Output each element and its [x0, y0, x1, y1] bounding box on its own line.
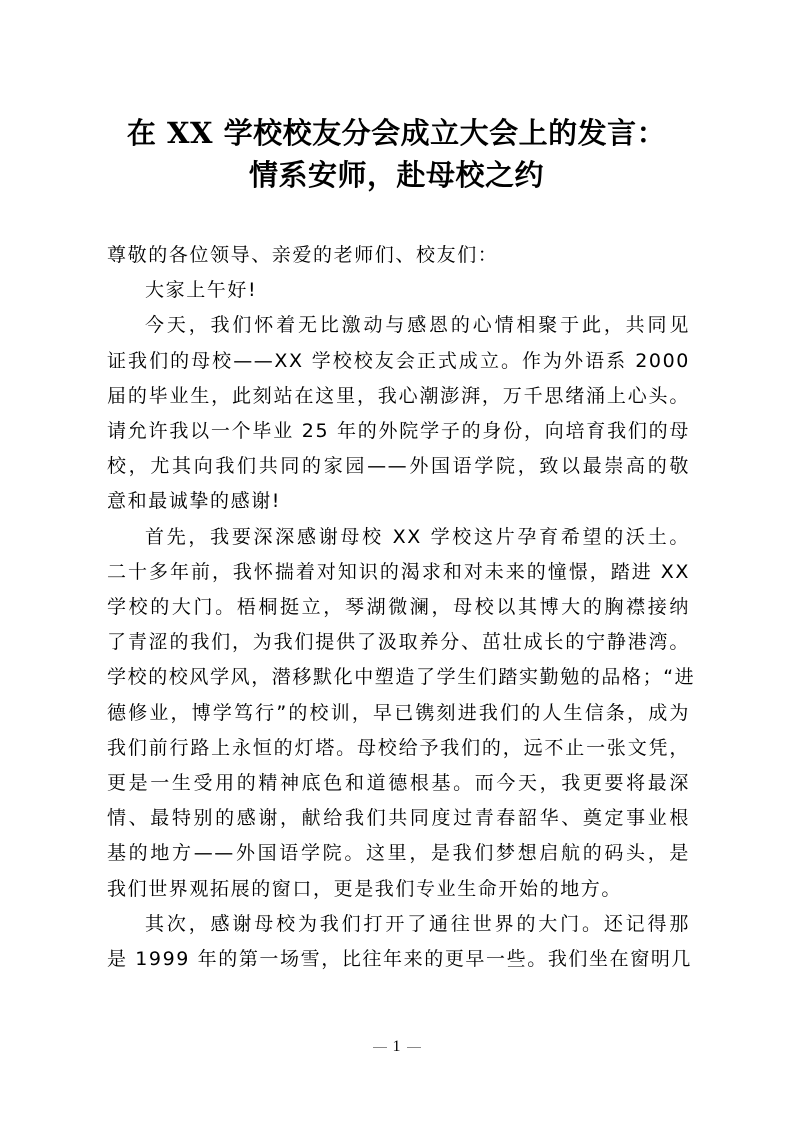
- footer-dash-left: [373, 1047, 387, 1048]
- title-line-1: 在 XX 学校校友分会成立大会上的发言：: [126, 116, 667, 150]
- paragraph-line: 意和最诚挚的感谢!: [107, 490, 282, 513]
- paragraph-3: [107, 907, 693, 977]
- paragraph-line: 我们世界观拓展的窗口，更是我们专业生命开始的地方。: [107, 877, 623, 900]
- paragraph-line: 情、最特别的感谢，献给我们共同度过青春韶华、奠定事业根: [107, 807, 690, 830]
- paragraph-line: 学校的校风学风，潜移默化中塑造了学生们踏实勤勉的品格；“进: [107, 666, 696, 689]
- paragraph-line: 是 1999 年的第一场雪，比往年来的更早一些。我们坐在窗明几: [107, 948, 693, 971]
- greeting-text: 大家上午好!: [145, 279, 258, 302]
- paragraph-line: 首先，我要深深感谢母校 XX 学校这片孕育希望的沃土。: [145, 525, 690, 548]
- paragraph-line: 德修业，博学笃行”的校训，早已镌刻进我们的人生信条，成为: [107, 701, 690, 724]
- salutation-text: 尊敬的各位领导、亲爱的老师们、校友们：: [107, 244, 499, 266]
- document-body: [107, 238, 696, 977]
- paragraph-line: 届的毕业生，此刻站在这里，我心潮澎湃，万千思绪涌上心头。: [107, 384, 690, 407]
- paragraph-line: 校，尤其向我们共同的家园——外国语学院，致以最崇高的敬: [107, 455, 690, 478]
- paragraph-line: 其次，感谢母校为我们打开了通往世界的大门。还记得那: [145, 912, 690, 935]
- page-footer: [0, 1038, 793, 1056]
- title-line-2: 情系安师，赴母校之约: [248, 158, 544, 192]
- paragraph-line: 二十多年前，我怀揣着对知识的渴求和对未来的憧憬，踏进 XX: [107, 560, 690, 583]
- paragraph-line: 了青涩的我们，为我们提供了汲取养分、茁壮成长的宁静港湾。: [107, 631, 690, 654]
- paragraph-line: 基的地方——外国语学院。这里，是我们梦想启航的码头，是: [107, 842, 690, 865]
- salutation: [107, 238, 690, 273]
- document-title: [60, 112, 733, 196]
- paragraph-line: 我们前行路上永恒的灯塔。母校给予我们的，远不止一张文凭，: [107, 736, 690, 759]
- paragraph-line: 学校的大门。梧桐挺立，琴湖微澜，母校以其博大的胸襟接纳: [107, 596, 690, 619]
- paragraph-2: [107, 520, 696, 907]
- paragraph-1: [107, 308, 690, 519]
- page-number: 1: [392, 1038, 401, 1055]
- paragraph-line: 今天，我们怀着无比激动与感恩的心情相聚于此，共同见: [145, 314, 690, 337]
- footer-dash-right: [407, 1047, 421, 1048]
- greeting: [107, 273, 690, 308]
- paragraph-line: 请允许我以一个毕业 25 年的外院学子的身份，向培育我们的母: [107, 420, 690, 443]
- paragraph-line: 证我们的母校——XX 学校校友会正式成立。作为外语系 2000: [107, 349, 690, 372]
- paragraph-line: 更是一生受用的精神底色和道德根基。而今天，我更要将最深: [107, 772, 690, 795]
